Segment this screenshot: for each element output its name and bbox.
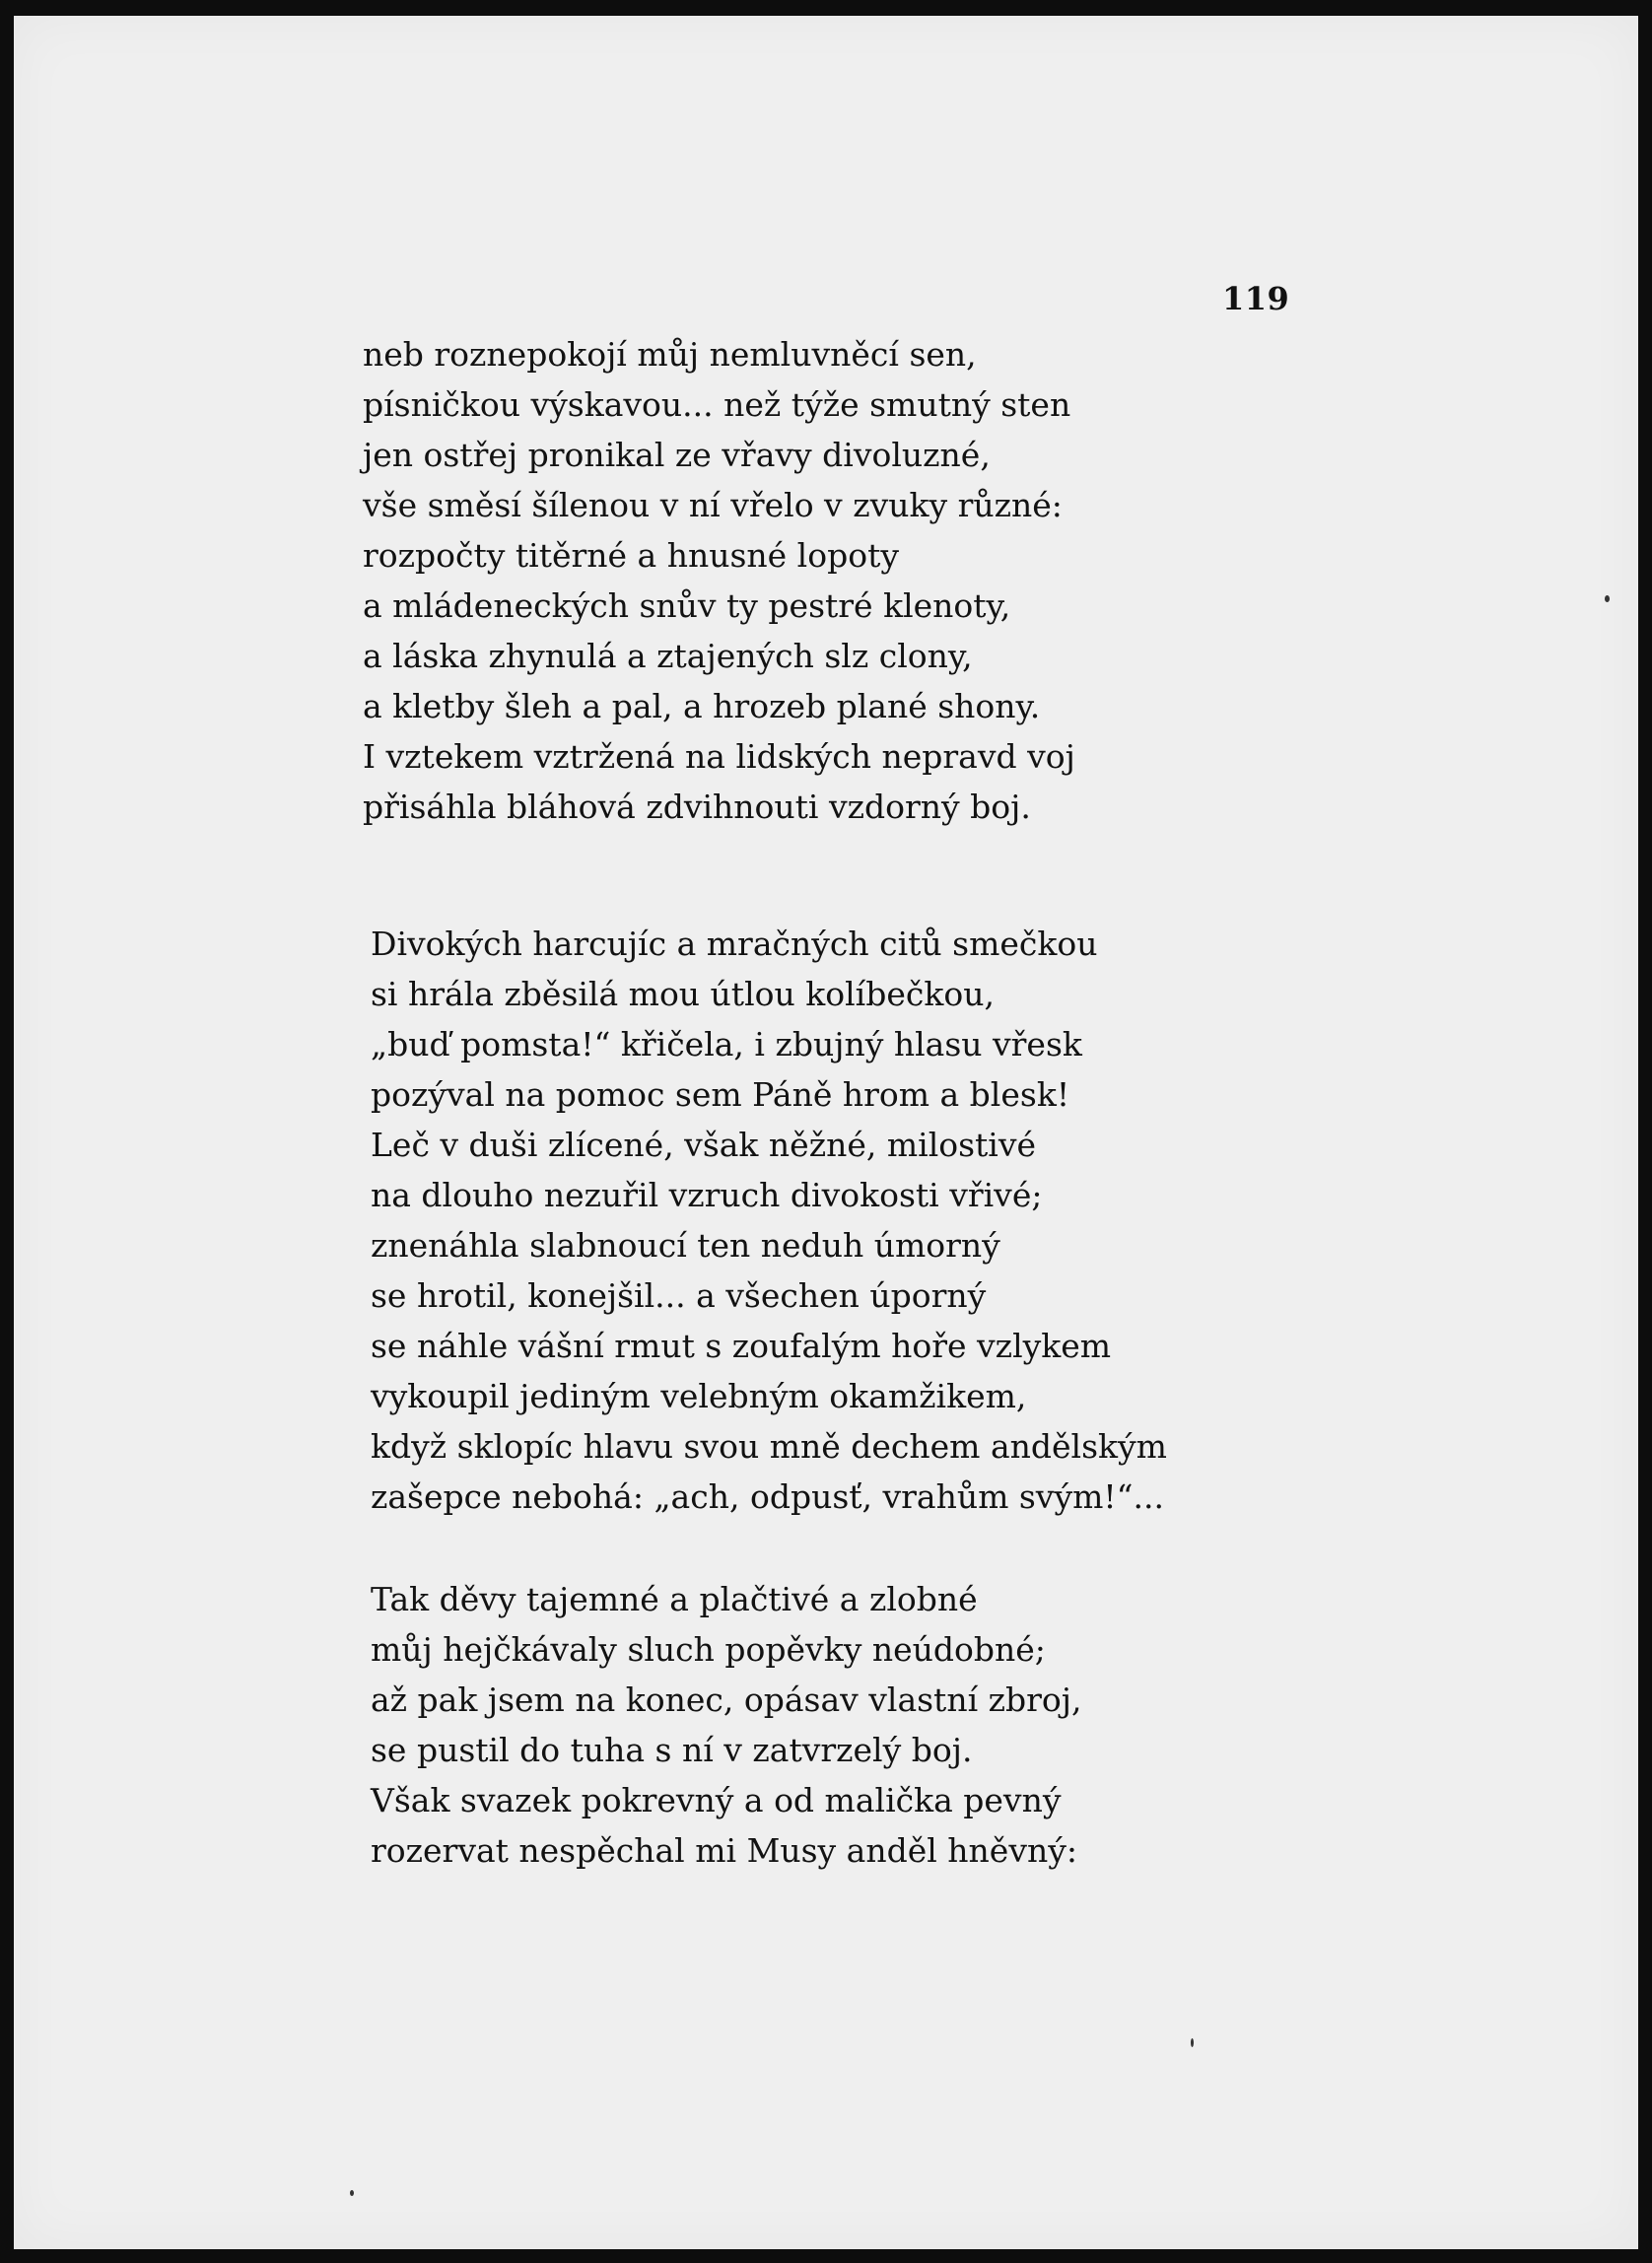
verse-line: se pustil do tuha s ní v zatvrzelý boj. (371, 1731, 973, 1769)
verse-line: na dlouho nezuřil vzruch divokosti vřivé; (371, 1176, 1043, 1214)
verse-line: neb roznepokojí můj nemluvněcí sen, (363, 335, 977, 374)
stanza-2 (371, 919, 1167, 1522)
verse-line: zašepce nebohá: „ach, odpusť, vrahům svým!“... (371, 1477, 1164, 1516)
verse-line: vykoupil jediným velebným okamžikem, (371, 1377, 1027, 1415)
verse-line: si hrála zběsilá mou útlou kolíbečkou, (371, 975, 995, 1013)
verse-line: se hrotil, konejšil... a všechen úporný (371, 1276, 987, 1315)
verse-line: a kletby šleh a pal, a hrozeb plané shony. (363, 687, 1041, 725)
verse-line: se náhle vášní rmut s zoufalým hoře vzlykem (371, 1327, 1112, 1365)
verse-line: Však svazek pokrevný a od malička pevný (371, 1781, 1062, 1819)
verse-line: přisáhla bláhová zdvihnouti vzdorný boj. (363, 788, 1031, 826)
stanza-3 (371, 1574, 1082, 1876)
stanza-1 (363, 329, 1075, 832)
verse-line: Divokých harcujíc a mračných citů smečkou (371, 925, 1098, 963)
page-number: 119 (1222, 280, 1290, 317)
verse-line: I vztekem vztržená na lidských nepravd voj (363, 737, 1075, 776)
verse-line: „buď pomsta!“ křičela, i zbujný hlasu vřesk (371, 1025, 1082, 1063)
verse-line: písničkou výskavou... než týže smutný sten (363, 385, 1071, 424)
scan-speck (350, 2190, 354, 2196)
verse-line: až pak jsem na konec, opásav vlastní zbroj, (371, 1680, 1082, 1719)
verse-line: Tak děvy tajemné a plačtivé a zlobné (371, 1580, 978, 1618)
scan-speck (1605, 595, 1610, 602)
verse-line: znenáhla slabnoucí ten neduh úmorný (371, 1226, 1000, 1265)
verse-line: jen ostřej pronikal ze vřavy divoluzné, (363, 436, 991, 474)
scan-speck (1191, 2038, 1194, 2047)
verse-line: a láska zhynulá a ztajených slz clony, (363, 637, 973, 675)
verse-line: když sklopíc hlavu svou mně dechem andělským (371, 1427, 1167, 1466)
verse-line: vše směsí šílenou v ní vřelo v zvuky různé: (363, 486, 1063, 524)
verse-line: a mládeneckých snův ty pestré klenoty, (363, 586, 1011, 625)
verse-line: rozervat nespěchal mi Musy anděl hněvný: (371, 1831, 1077, 1870)
verse-line: můj hejčkávaly sluch popěvky neúdobné; (371, 1630, 1046, 1669)
verse-line: rozpočty titěrné a hnusné lopoty (363, 536, 900, 575)
verse-line: pozýval na pomoc sem Páně hrom a blesk! (371, 1075, 1070, 1114)
verse-line: Leč v duši zlícené, však něžné, milostivé (371, 1126, 1037, 1164)
